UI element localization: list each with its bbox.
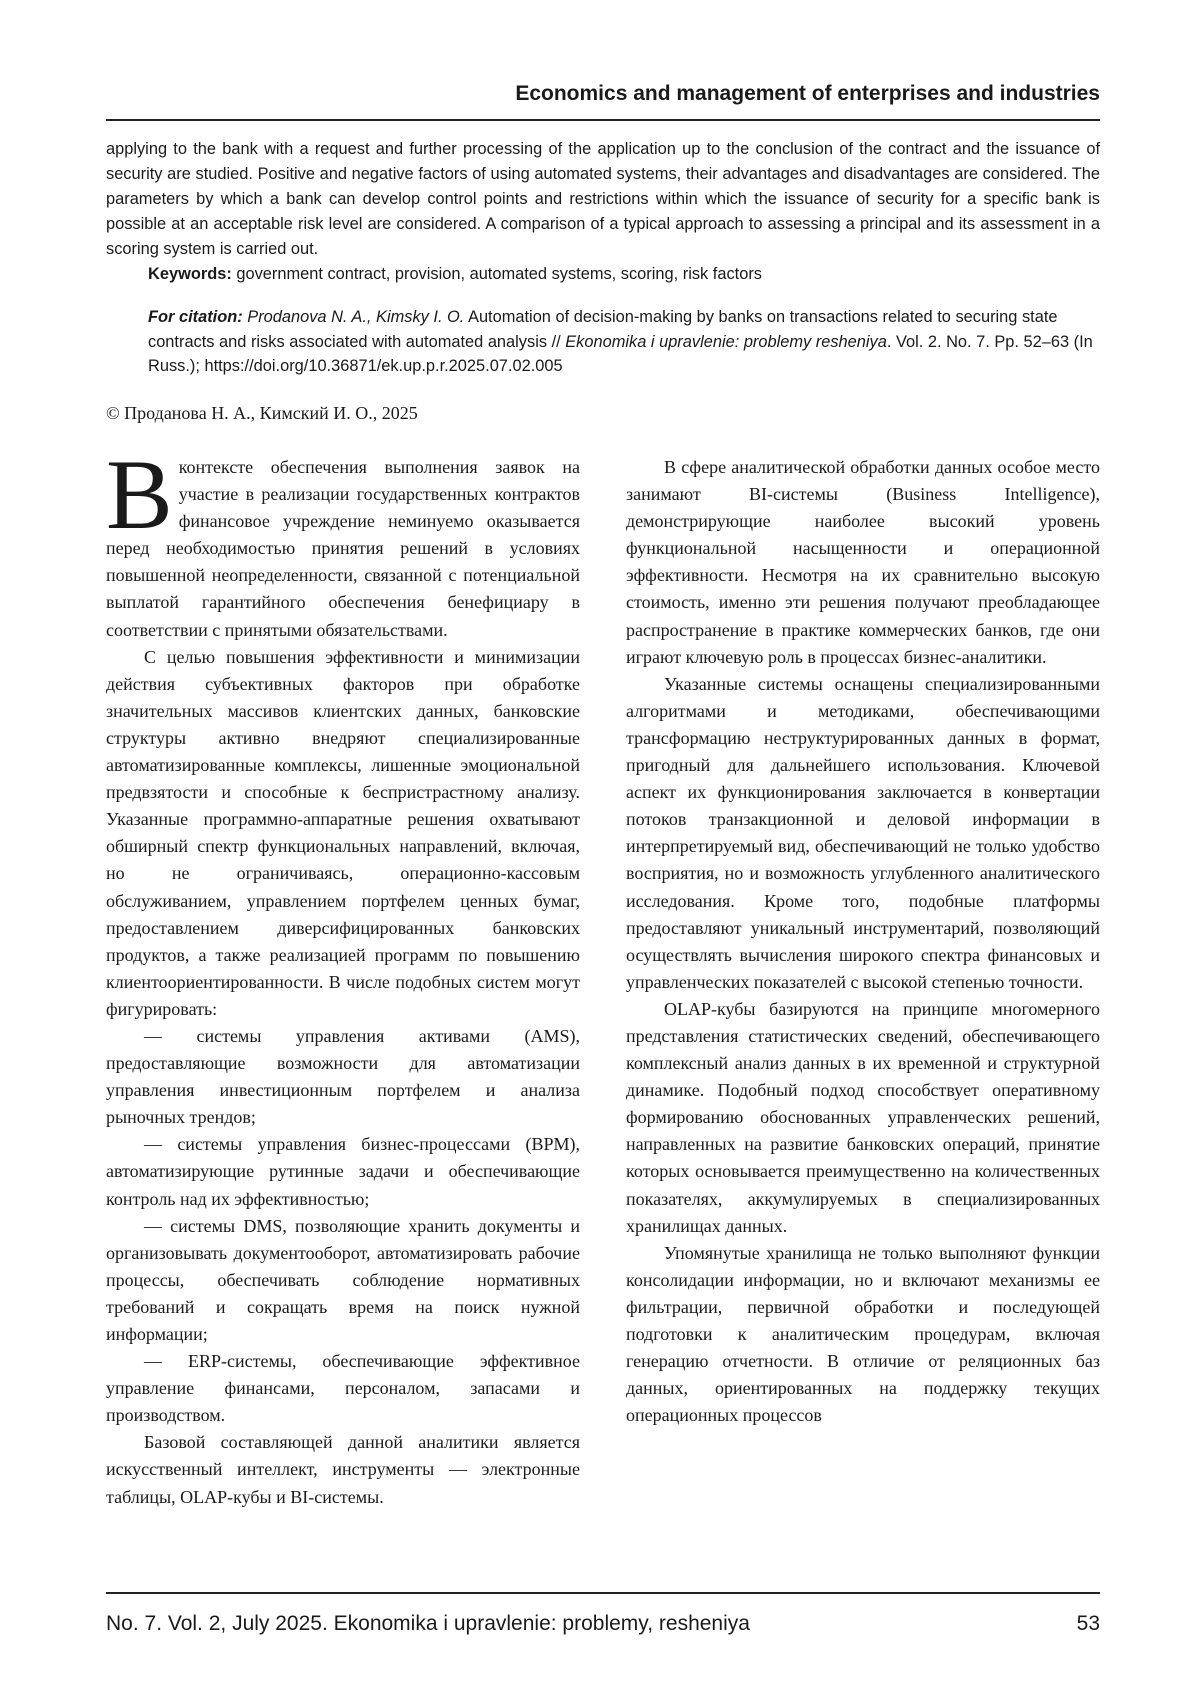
body-paragraph: С целью повышения эффективности и минимизации действия субъективных факторов при обработке значительных массивов клиентских данных, банковские структуры активно внедряют специализированные автоматизированные комплексы, лишенные эмоциональной предвзятости и способные к беспристрастному анализу. Указанные программно-аппаратные решения охватывают обширный спектр функциональных направлений, включая, но не ограничиваясь, операционно-кассовым обслуживанием, управлением портфелем ценных бумаг, предоставлением диверсифицированных банковских продуктов, а также реализацией программ по повышению клиентоориентированности. В числе подобных систем могут фигурировать:: [106, 646, 580, 1019]
body-paragraph: Базовой составляющей данной аналитики является искусственный интеллект, инструменты — электронные таблицы, OLAP-кубы и BI-системы.: [106, 1432, 580, 1507]
citation-authors: Prodanova N. A., Kimsky I. O.: [242, 308, 465, 326]
list-item-bpm: — системы управления бизнес-процессами (BPM), автоматизирующие рутинные задачи и обеспечивающие контроль над их эффективностью;: [106, 1134, 580, 1209]
footer-rule: [106, 1592, 1100, 1594]
body-paragraph: Указанные системы оснащены специализированными алгоритмами и методиками, обеспечивающими трансформацию неструктурированных данных в формат, пригодный для дальнейшего использования. Ключевой аспект их функционирования заключается в конвертации потоков транзакционной и деловой информации в интерпретируемый вид, обеспечивающий не только удобство восприятия, но и возможность углубленного аналитического исследования. Кроме того, подобные платформы предоставляют уникальный инструментарий, позволяющий осуществлять вычисления широкого спектра финансовых и управленческих показателей с высокой степенью точности.: [626, 673, 1100, 992]
body-paragraph: Упомянутые хранилища не только выполняют функции консолидации информации, но и включают механизмы ее фильтрации, первичной обработки и последующей подготовки к аналитическим процедурам, включая генерацию отчетности. В отличие от реляционных баз данных, ориентированных на поддержку текущих операционных процессов: [626, 1242, 1100, 1426]
body-paragraph: OLAP-кубы базируются на принципе многомерного представления статистических сведений, обеспечивающего комплексный анализ данных в их временной и структурной динамике. Подобный подход способствует оперативному формированию обоснованных управленческих решений, направленных на развитие банковских операций, принятие которых основывается преимущественно на количественных показателях, аккумулируемых в специализированных хранилищах данных.: [626, 998, 1100, 1236]
intro-text: контексте обеспечения выполнения заявок на участие в реализации государственных контрактов финансовое учреждение неминуемо оказывается перед необходимостью принятия решений в условиях повышенной неопределенности, связанной с потенциальной выплатой гарантийного обеспечения бенефициару в соответствии с принятыми обязательствами.: [106, 457, 580, 640]
drop-cap: В: [106, 439, 173, 550]
intro-paragraph: [106, 439, 580, 644]
citation-label: For citation:: [148, 308, 243, 326]
header-rule: [106, 119, 1100, 121]
page-number: 53: [1076, 1612, 1100, 1635]
list-item-dms: — системы DMS, позволяющие хранить документы и организовывать документооборот, автоматизировать рабочие процессы, обеспечивать соблюдение нормативных требований и сокращать время на поиск нужной информации;: [106, 1215, 580, 1344]
keywords-line: [148, 262, 1100, 287]
list-item-erp: — ERP-системы, обеспечивающие эффективное управление финансами, персоналом, запасами и производством.: [106, 1351, 580, 1426]
journal-page: [106, 0, 1100, 1698]
abstract-block: [106, 137, 1100, 288]
left-column: [106, 439, 580, 1511]
body-paragraph: В сфере аналитической обработки данных особое место занимают BI-системы (Business Intelligence), демонстрирующие наиболее высокий уровень функциональной насыщенности и операционной эффективности. Несмотря на их сравнительно высокую стоимость, именно эти решения получают преобладающее распространение в практике коммерческих банков, где они играют ключевую роль в процессах бизнес-аналитики.: [626, 457, 1100, 667]
keywords-list: government contract, provision, automated systems, scoring, risk factors: [231, 265, 762, 284]
citation-text: [148, 305, 1100, 379]
footer-journal-line: No. 7. Vol. 2, July 2025. Ekonomika i upravlenie: problemy, resheniya: [106, 1612, 750, 1635]
citation-block: [148, 305, 1100, 379]
citation-details: . Vol. 2. No. 7. Pp. 52–63 (In Russ.); https://doi.org/10.36871/ek.up.p.r.2025.07.02.005: [148, 332, 1093, 376]
keywords-label: Keywords:: [148, 265, 232, 284]
running-title: Economics and management of enterprises and industries: [515, 82, 1100, 105]
copyright-line: © Проданова Н. А., Кимский И. О., 2025: [106, 403, 418, 423]
abstract-text: applying to the bank with a request and further processing of the application up to the conclusion of the contract and the issuance of security are studied. Positive and negative factors of using automated systems, their advantages and disadvantages are considered. The parameters by which a bank can develop control points and restrictions within which the issuance of security for a specific bank is possible at an acceptable risk level are considered. A comparison of a typical approach to assessing a principal and its assessment in a scoring system is carried out.: [106, 140, 1100, 259]
citation-title: Automation of decision-making by banks on transactions related to securing state contracts and risks associated with automated analysis //: [148, 308, 1058, 351]
list-item-ams: — системы управления активами (AMS), предоставляющие возможности для автоматизации управления инвестиционным портфелем и анализа рыночных трендов;: [106, 1025, 580, 1128]
citation-journal: Ekonomika i upravlenie: problemy resheniya: [565, 332, 887, 351]
right-column: [626, 454, 1100, 1429]
